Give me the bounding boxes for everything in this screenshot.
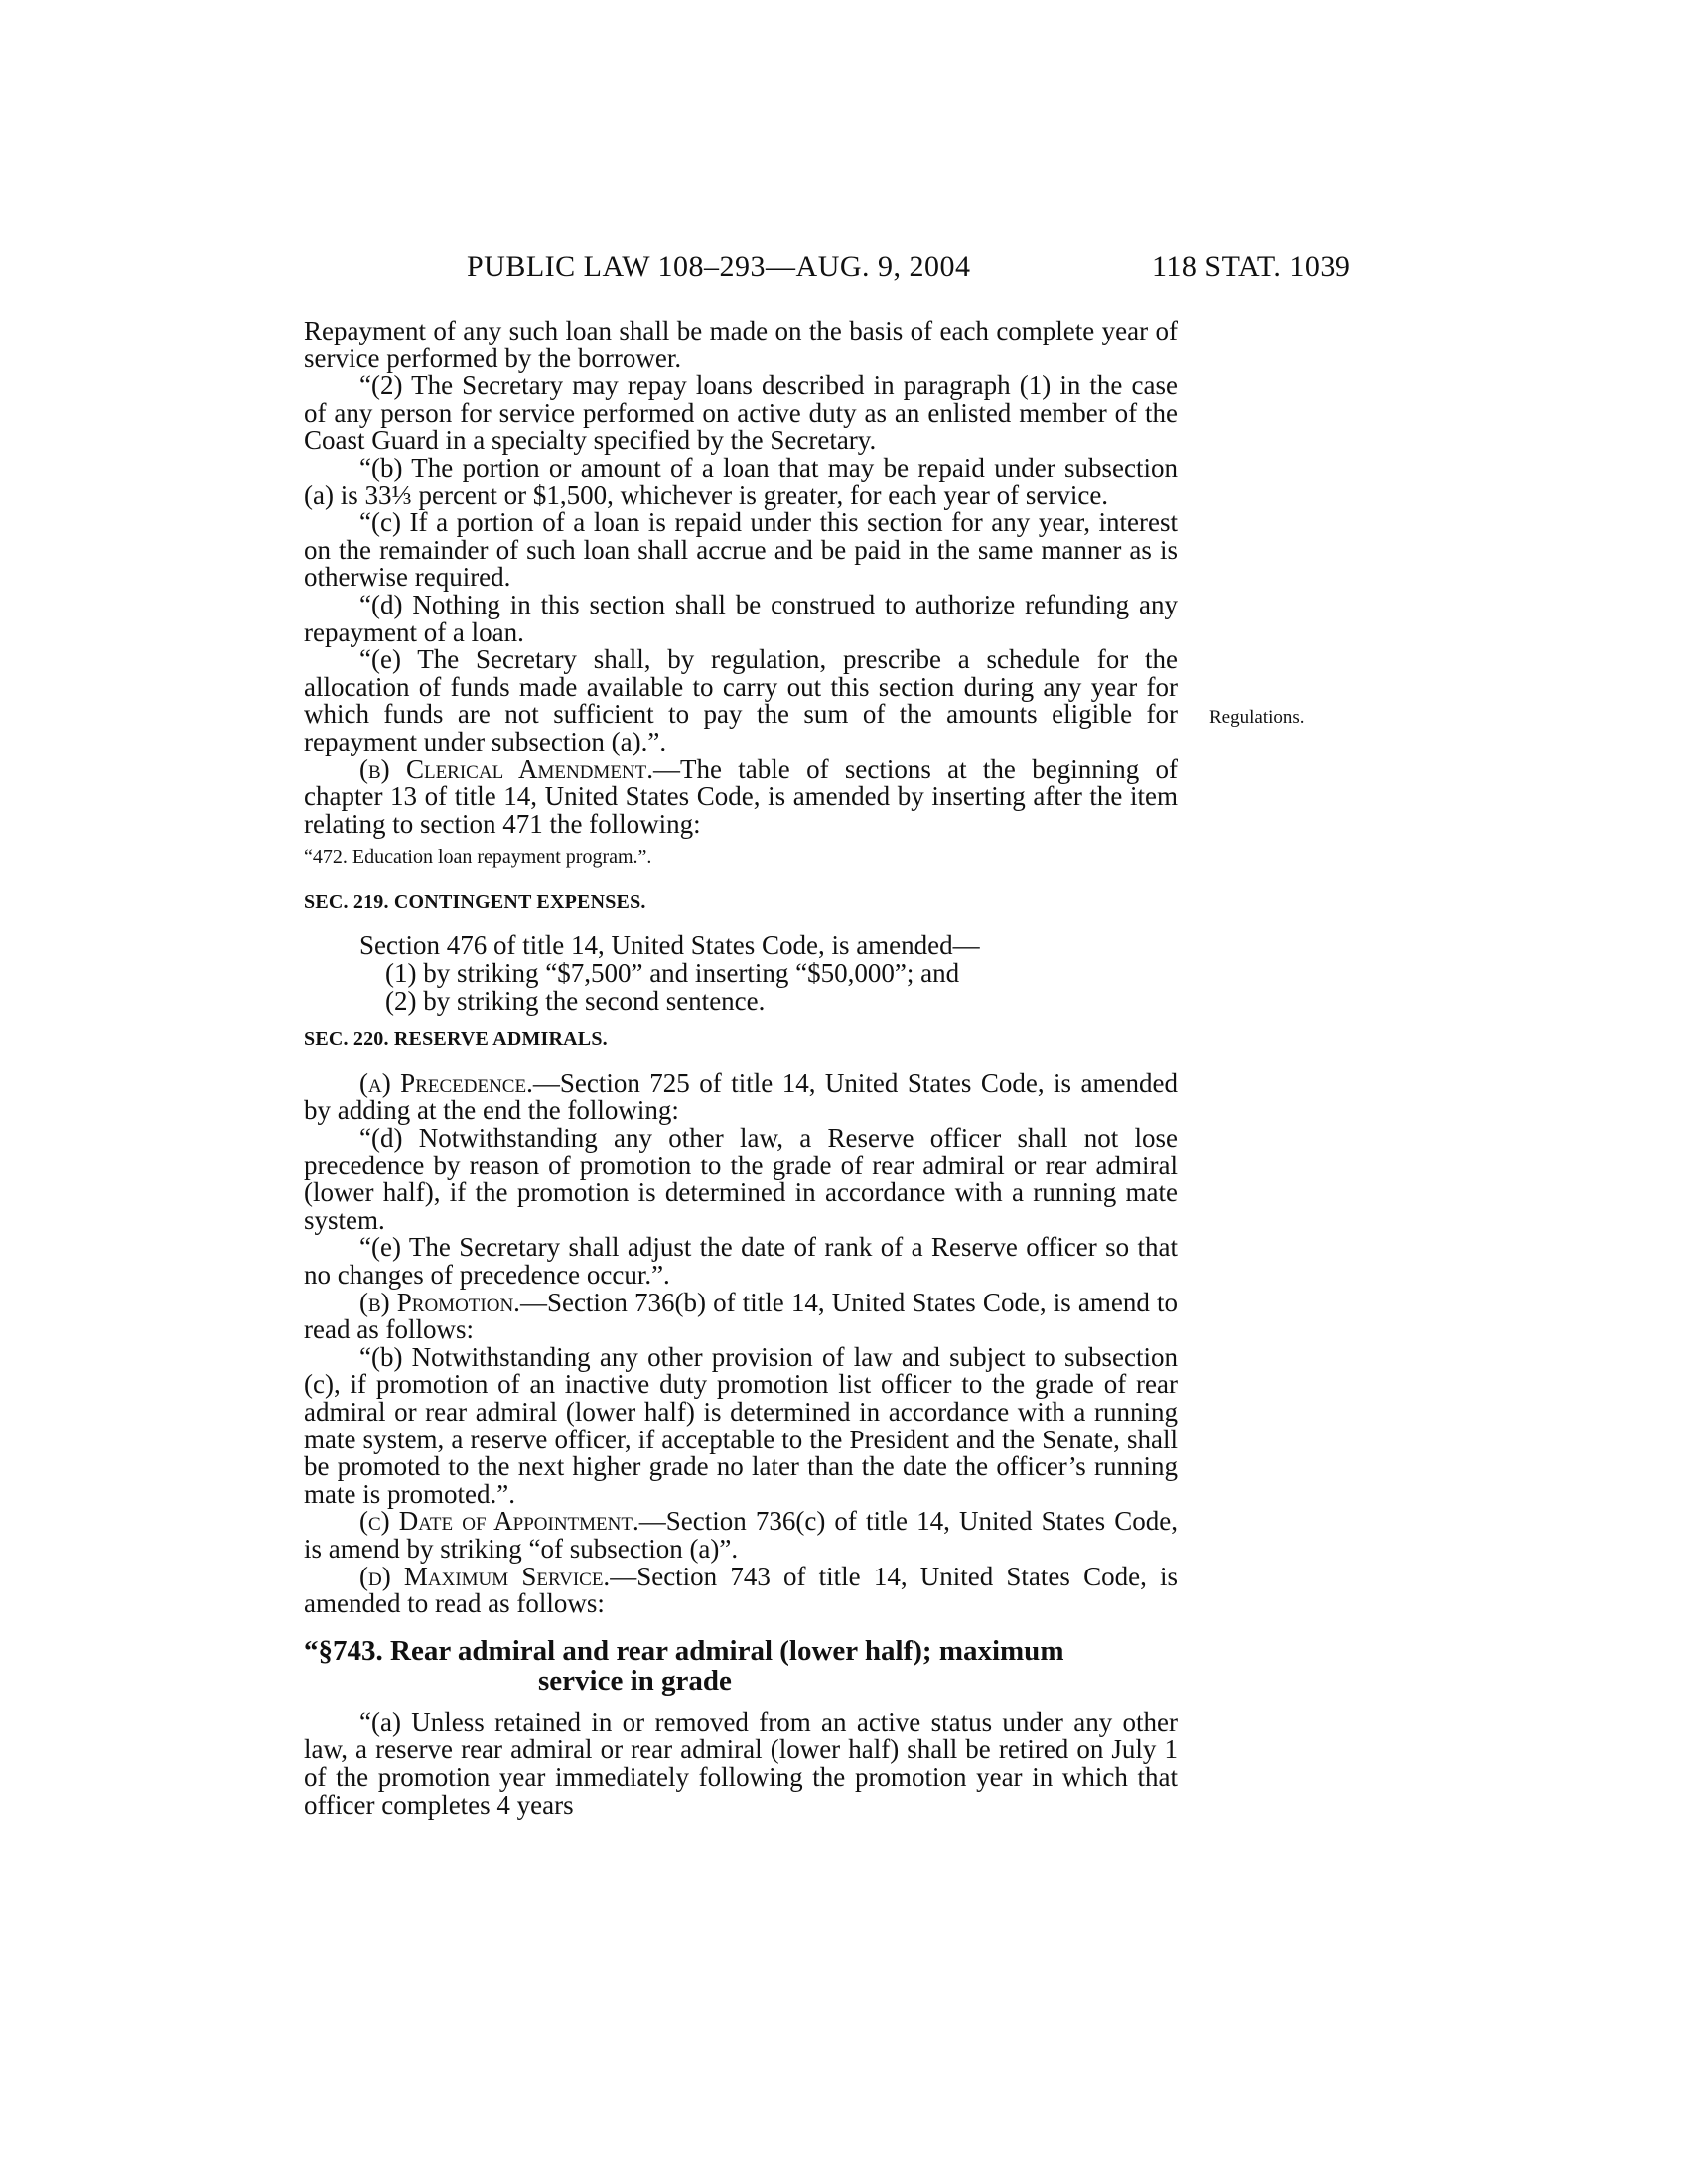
margin-note: Regulations. <box>1209 707 1305 728</box>
paragraph: Section 476 of title 14, United States Code, is amended— <box>359 930 980 961</box>
paragraph: “(b) Notwithstanding any other provision of law and subject to subsection (c), if promotion of an inactive duty promotion list officer to the grade of rear admiral or rear admiral (lower half) is determined in accordance with a running mate system, a reserve officer, if acceptable to the President and the Senate, shall be promoted to the next higher grade no later than the date the officer’s running mate is promoted.”. <box>304 1341 1178 1509</box>
subsection-label: (b) Clerical Amendment. <box>359 753 654 784</box>
paragraph: “(e) The Secretary shall, by regulation, prescribe a schedule for the allocation of funds made available to carry out this section during any year for which funds are not sufficient to pay the sum of the amounts eligible for repayment under subsection (a).”. <box>304 644 1178 756</box>
page-header <box>0 250 1688 290</box>
paragraph: “(2) The Secretary may repay loans described in paragraph (1) in the case of any person for service performed on active duty as an enlisted member of the Coast Guard in a specialty specified by the Secretary. <box>304 370 1178 456</box>
code-section-heading <box>304 1636 1178 1696</box>
list-item: (1) by striking “$7,500” and inserting “$50,000”; and <box>385 958 960 989</box>
code-section-heading-line1: “§743. Rear admiral and rear admiral (lower half); maximum <box>304 1634 1064 1667</box>
list-item: (2) by striking the second sentence. <box>385 985 766 1016</box>
subsection-text: —Section 725 of title 14, United States Code, is amended by adding at the end the following: <box>304 1067 1178 1126</box>
paragraph <box>304 1287 1179 1345</box>
paragraph <box>304 1067 1178 1126</box>
subsection-label: (a) Precedence. <box>359 1067 533 1098</box>
subsection-label: (b) Promotion. <box>359 1287 520 1317</box>
subsection-text: —Section 736(b) of title 14, United States Code, is amend to read as follows: <box>304 1287 1179 1345</box>
paragraph: “(c) If a portion of a loan is repaid under this section for any year, interest on the remainder of such loan shall accrue and be paid in the same manner as is otherwise required. <box>304 507 1178 593</box>
header-title: PUBLIC LAW 108–293—AUG. 9, 2004 <box>467 250 971 283</box>
document-body <box>304 318 1178 1819</box>
paragraph: “(d) Notwithstanding any other law, a Reserve officer shall not lose precedence by reason of promotion to the grade of rear admiral or rear admiral (lower half), if the promotion is determined in accordance with a running mate system. <box>304 1123 1178 1235</box>
paragraph <box>304 753 1179 839</box>
subsection-text: —Section 743 of title 14, United States Code, is amended to read as follows: <box>304 1561 1178 1619</box>
paragraph: “(b) The portion or amount of a loan that may be repaid under subsection (a) is 33⅓ percent or $1,500, whichever is greater, for each year of service. <box>304 452 1178 510</box>
statute-page-number: 118 STAT. 1039 <box>1152 250 1351 283</box>
table-of-sections-item: “472. Education loan repayment program.”. <box>304 846 652 869</box>
subsection-text: —Section 736(c) of title 14, United States Code, is amend by striking “of subsection (a)”. <box>304 1506 1178 1564</box>
paragraph: Repayment of any such loan shall be made on the basis of each complete year of service performed by the borrower. <box>304 316 1178 373</box>
code-section-heading-line2: service in grade <box>538 1664 732 1697</box>
section-heading: SEC. 220. RESERVE ADMIRALS. <box>304 1028 608 1051</box>
subsection-label: (d) Maximum Service. <box>359 1561 611 1591</box>
subsection-text: —The table of sections at the beginning of chapter 13 of title 14, United States Code, is amended by inserting after the item relating to section 471 the following: <box>304 753 1179 839</box>
paragraph: “(a) Unless retained in or removed from an active status under any other law, a reserve rear admiral or rear admiral (lower half) shall be retired on July 1 of the promotion year immediately following the promotion year in which that officer completes 4 years <box>304 1706 1178 1820</box>
subsection-label: (c) Date of Appointment. <box>359 1506 639 1537</box>
paragraph: “(d) Nothing in this section shall be construed to authorize refunding any repayment of a loan. <box>304 589 1178 647</box>
paragraph <box>304 1508 1178 1563</box>
paragraph: “(e) The Secretary shall adjust the date of rank of a Reserve officer so that no changes of precedence occur.”. <box>304 1232 1178 1290</box>
section-heading: SEC. 219. CONTINGENT EXPENSES. <box>304 890 646 913</box>
paragraph <box>304 1561 1178 1619</box>
